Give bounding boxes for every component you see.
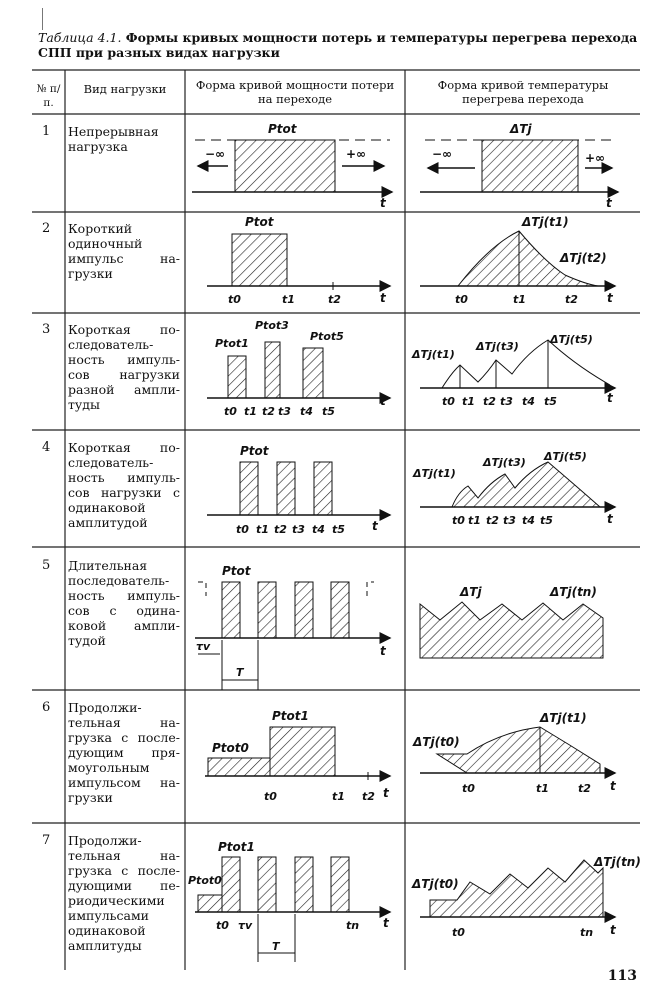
label-ptot0-7: Ptot0 [188,874,222,887]
label-t2-6: t2 [486,514,499,527]
axis-t-11: t [610,779,616,793]
label-t5-5: t5 [332,523,345,536]
axis-t-9: t [380,644,386,658]
header-temp: Форма кривой температуры перегрева перехода [437,78,609,106]
header-type: Вид нагрузки [83,82,167,96]
row7-power-plot [188,840,390,962]
label-t5-6: t5 [540,514,553,527]
row-description: Короткая по-следователь-ность импуль-сов нагрузки с одинаковой амплитудой [68,440,180,530]
label-tn: tn [346,919,360,932]
label-period-T-7: T [272,940,280,953]
header-num: № п/п. [36,83,61,109]
row1-temp-plot [420,122,618,210]
label-dtj-t3: ΔTj(t3) [476,340,519,353]
label-dtj-t0-7: ΔTj(t0) [412,877,459,891]
row-description: Длительная последователь-ность импуль-сов с одина-ковой ампли-тудой [68,558,180,648]
label-t4-6: t4 [522,514,535,527]
label-t4-3: t4 [300,405,313,418]
label-dtj-t3-4: ΔTj(t3) [483,456,526,469]
label-plus-inf-2: +∞ [585,151,606,165]
axis-t-4: t [607,291,613,305]
row-description: Продолжи-тельная на-грузка с после-дующим пря-моугольным импульсом на-грузки [68,700,180,805]
label-t0-4: t0 [442,395,455,408]
label-t0-10: t0 [452,926,465,939]
row4-temp-plot [412,450,615,527]
row2-power-plot [207,215,390,306]
label-t2-2: t2 [565,293,578,306]
label-tn-2: tn [580,926,594,939]
label-tau-v: τv [196,640,211,653]
label-minus-inf-2: −∞ [432,147,453,161]
label-dtj-t2: ΔTj(t2) [560,251,607,265]
header-power: Форма кривой мощности потери на переходе [195,78,395,106]
label-t0-9: t0 [216,919,229,932]
row-number: 4 [42,440,51,455]
label-dtj-t1-6: ΔTj(t1) [540,711,587,725]
label-t2-5: t2 [274,523,287,536]
label-t3-4: t3 [500,395,513,408]
label-t0-7: t0 [264,790,277,803]
label-t1-4: t1 [462,395,475,408]
label-t4-5: t4 [312,523,325,536]
label-ptot3: Ptot3 [255,319,289,332]
axis-t-10: t [383,786,389,800]
label-t0: t0 [228,293,241,306]
row6-temp-plot [412,711,617,795]
label-plus-inf: +∞ [346,147,367,161]
label-ptot5: Ptot5 [310,330,344,343]
row-description: Непрерывная нагрузка [68,124,159,154]
label-ptot-2: Ptot [245,215,274,229]
row3-power-plot [207,319,390,418]
label-dtj-t5-4: ΔTj(t5) [544,450,587,463]
label-t0-2: t0 [455,293,468,306]
label-t1-8: t1 [536,782,549,795]
row-description: Короткая по-следователь-ность импуль-сов нагрузки разной ампли-туды [68,322,180,412]
label-t0-8: t0 [462,782,475,795]
caption-label: Таблица 4.1. [38,30,122,45]
label-t2-8: t2 [578,782,591,795]
label-t1-2: t1 [513,293,526,306]
row-number: 7 [42,833,51,848]
label-t1-5: t1 [256,523,269,536]
row3-temp-plot [411,333,615,408]
row-number: 1 [42,124,51,139]
label-dtj-t5: ΔTj(t5) [550,333,593,346]
row-number: 5 [42,558,51,573]
label-t1-3: t1 [244,405,257,418]
label-ptot-5: Ptot [222,564,251,578]
label-t3-5: t3 [292,523,305,536]
row-description: Короткий одиночный импульс на-грузки [68,221,180,281]
label-dtj-5: ΔTj [460,585,482,599]
label-dtj-t1-4: ΔTj(t1) [413,467,456,480]
row5-temp-plot [420,585,603,658]
page-number: 113 [607,968,637,984]
label-t2-3: t2 [262,405,275,418]
row-number: 6 [42,700,51,715]
label-t3-3: t3 [278,405,291,418]
label-dtj: ΔTj [510,122,532,136]
axis-t-7: t [372,519,378,533]
axis-t-5: t [380,394,386,408]
label-t5-3: t5 [322,405,335,418]
label-t2: t2 [328,293,341,306]
axis-t-6: t [607,391,613,405]
label-tau-v-7: τv [238,919,253,932]
row-description: Продолжи-тельная на-грузка с после-дующими пе-риодическими импульсами одинаковой амплитуды [68,833,180,953]
label-ptot-4: Ptot [240,444,269,458]
label-ptot0: Ptot0 [212,741,249,755]
row5-power-plot [195,564,390,690]
label-t3-6: t3 [503,514,516,527]
label-dtj-t1: ΔTj(t1) [522,215,569,229]
label-t4-4: t4 [522,395,535,408]
label-period-T: T [236,666,244,679]
row6-power-plot [205,709,390,803]
label-t1-6: t1 [468,514,481,527]
axis-t-8: t [607,512,613,526]
label-dtj-tn-7: ΔTj(tn) [594,855,641,869]
row-number: 2 [42,221,51,236]
label-dtj-t1-3: ΔTj(t1) [412,348,455,361]
caption-title: Формы кривых мощности потерь и температуры перегрева перехода СПП при разных видах нагрузки [38,30,638,60]
label-t2-4: t2 [483,395,496,408]
label-dtj-tn: ΔTj(tn) [550,585,597,599]
row2-temp-plot [420,215,615,306]
row-number: 3 [42,322,51,337]
axis-t: t [380,196,386,210]
label-minus-inf: −∞ [205,147,226,161]
label-t0-3: t0 [224,405,237,418]
axis-t-12: t [383,916,389,930]
row1-power-plot [192,122,392,210]
row4-power-plot [207,444,390,536]
label-t0-5: t0 [236,523,249,536]
label-t0-6: t0 [452,514,465,527]
label-t1-7: t1 [332,790,345,803]
axis-t-3: t [380,291,386,305]
label-t2-7: t2 [362,790,375,803]
label-ptot: Ptot [268,122,297,136]
label-ptot1-6: Ptot1 [272,709,309,723]
label-dtj-t0: ΔTj(t0) [413,735,460,749]
label-t5-4: t5 [544,395,557,408]
row7-temp-plot [411,855,641,939]
axis-t-2: t [606,196,612,210]
label-t1: t1 [282,293,295,306]
label-ptot1-7: Ptot1 [218,840,255,854]
label-ptot1: Ptot1 [215,337,249,350]
axis-t-13: t [610,923,616,937]
